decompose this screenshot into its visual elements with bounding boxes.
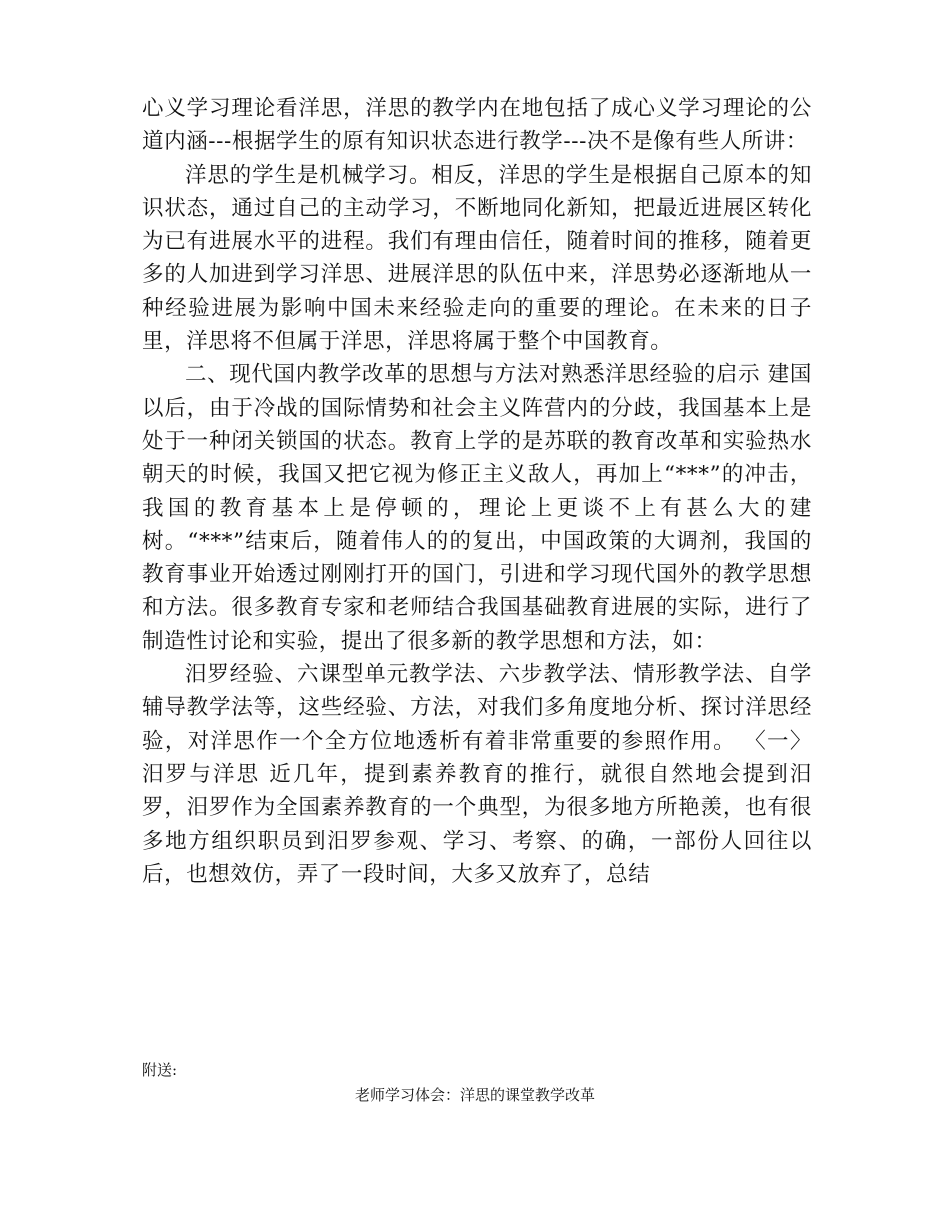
paragraph-1: 心义学习理论看洋思，洋思的教学内在地包括了成心义学习理论的公道内涵---根据学生的原有知识状态进行教学---决不是像有些人所讲： <box>142 96 812 155</box>
appendix-title: 老师学习体会：洋思的课堂教学改革 <box>354 1086 595 1104</box>
document-body <box>142 92 812 891</box>
paragraph-4: 汨罗经验、六课型单元教学法、六步教学法、情形教学法、自学辅导教学法等，这些经验、方法，对我们多角度地分析、探讨洋思经验，对洋思作一个全方位地透析有着非常重要的参照作用。 〈一〉汨罗与洋思 近几年，提到素养教育的推行，就很自然地会提到汨罗，汨罗作为全国素养教育的一个典型，为很多地方所艳羡，也有很多地方组织职员到汨罗参观、学习、考察、的确，一部份人回往以后，也想效仿，弄了一段时间，大多又放弃了，总结 <box>142 662 812 887</box>
paragraph-3: 二、现代国内教学改革的思想与方法对熟悉洋思经验的启示 建国以后，由于冷战的国际情势和社会主义阵营内的分歧，我国基本上是处于一种闭关锁国的状态。教育上学的是苏联的教育改革和实验热水朝天的时候，我国又把它视为修正主义敌人，再加上“***”的冲击，我国的教育基本上是停顿的，理论上更谈不上有甚么大的建树。“***”结束后，随着伟人的的复出，中国政策的大调剂，我国的教育事业开始透过刚刚打开的国门，引进和学习现代国外的教学思想和方法。很多教育专家和老师结合我国基础教育进展的实际，进行了制造性讨论和实验，提出了很多新的教学思想和方法，如： <box>142 362 812 654</box>
appendix-label: 附送: <box>142 1061 178 1079</box>
paragraph-2: 洋思的学生是机械学习。相反，洋思的学生是根据自己原本的知识状态，通过自己的主动学习，不断地同化新知，把最近进展区转化为已有进展水平的进程。我们有理由信任，随着时间的推移，随着更多的人加进到学习洋思、进展洋思的队伍中来，洋思势必逐渐地从一种经验进展为影响中国未来经验走向的重要的理论。在未来的日子里，洋思将不但属于洋思，洋思将属于整个中国教育。 <box>142 162 812 355</box>
